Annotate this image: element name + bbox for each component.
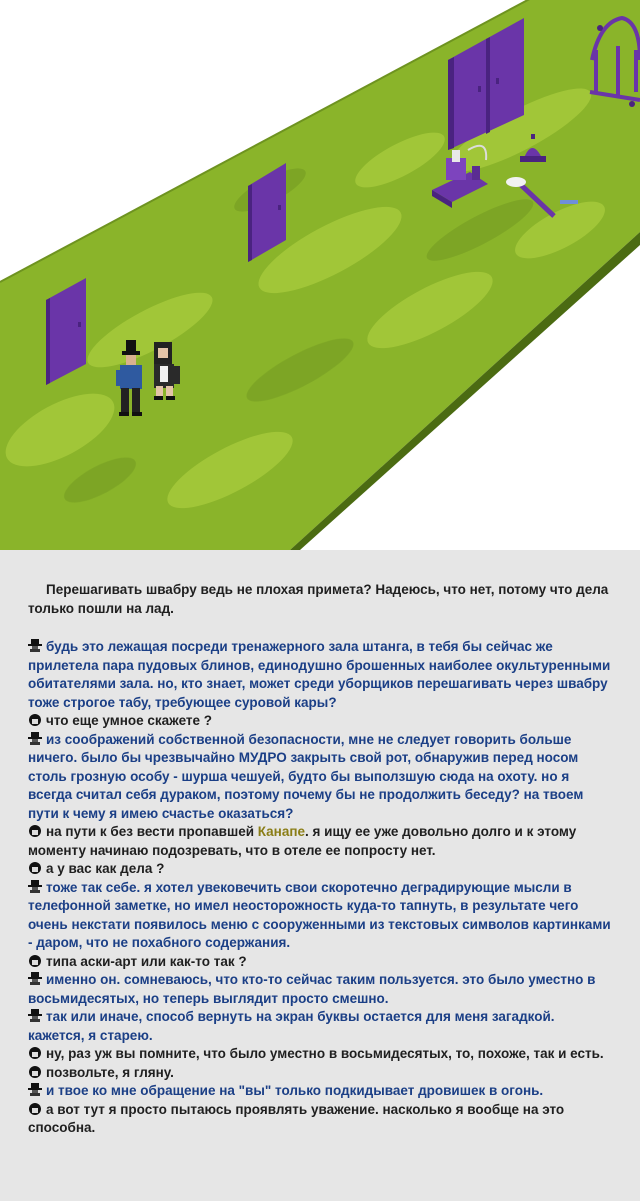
dialogue-line <box>28 971 614 1008</box>
hat-man-icon <box>28 1083 42 1096</box>
hat-man-icon <box>28 972 42 985</box>
hat-man-icon <box>28 880 42 893</box>
dialogue-line <box>28 1045 614 1064</box>
hallway-scene <box>0 0 640 550</box>
dialogue-line <box>28 860 614 879</box>
hat-man-icon <box>28 639 42 652</box>
girl-face-icon <box>28 1065 42 1078</box>
dialogue-text: из соображений собственной безопасности, мне не следует говорить больше ничего. было бы чрезвычайно МУДРО закрыть свой рот, обнаружив перед носом столь грозную особу - шурша чешуей, будто бы выползшую сюда на охоту. но я всегда считал себя дураком, поэтому почему бы не продолжить беседу? на твоем пути к чему я имею счастье оказаться? <box>28 731 584 821</box>
highlighted-name: Канапе <box>257 824 306 839</box>
narration-text: Перешагивать швабру ведь не плохая примета? Надеюсь, что нет, потому что дела только пошли на лад. <box>28 582 609 616</box>
dialogue-line <box>28 712 614 731</box>
dialogue-text: так или иначе, способ вернуть на экран буквы остается для меня загадкой. кажется, я старею. <box>28 1009 555 1043</box>
dialogue-line <box>28 823 614 860</box>
girl-face-icon <box>28 1046 42 1059</box>
dialogue-text: будь это лежащая посреди тренажерного зала штанга, в тебя бы сейчас же прилетела пара пудовых блинов, единодушно брошенных наиболее окультуренными обитателями зала. но, кто знает, может среди уборщиков перешагивать через швабру тоже строгое табу, требующее суровой кары? <box>28 639 611 710</box>
dialogue-text: ну, раз уж вы помните, что было уместно в восьмидесятых, то, похоже, так и есть. <box>46 1046 604 1061</box>
girl-face-icon <box>28 1102 42 1115</box>
dialogue-text: что еще умное скажете ? <box>46 713 213 728</box>
dialogue-panel <box>0 550 640 1201</box>
dialogue-text: тоже так себе. я хотел увековечить свои скоротечно деградирующие мысли в телефонной заметке, но имел неосторожность куда-то тапнуть, в результате чего очень некстати появилось меню с сооруженными из текстовых символов картинками - даром, что не похабного содержания. <box>28 879 611 950</box>
game-scene <box>0 0 640 550</box>
dialogue-line <box>28 1064 614 1083</box>
girl-face-icon <box>28 824 42 837</box>
girl-face-icon <box>28 861 42 874</box>
dialogue-text: позвольте, я гляну. <box>46 1064 174 1080</box>
dialogue-line <box>28 1082 614 1101</box>
dialogue-text: типа аски-арт или как-то так ? <box>46 953 247 969</box>
dialogue-text: именно он. сомневаюсь, что кто-то сейчас таким пользуется. это было уместно в восьмидесятых, но теперь выглядит просто смешно. <box>28 972 596 1006</box>
dialogue-text <box>28 824 576 858</box>
dialogue-line <box>28 1101 614 1138</box>
dialogue-lines <box>28 638 614 1138</box>
dialogue-text: а вот тут я просто пытаюсь проявлять уважение. насколько я вообще на это способна. <box>28 1101 565 1135</box>
dialogue-line <box>28 953 614 972</box>
dialogue-text-before: на пути к без вести пропавшей <box>46 824 258 839</box>
dialogue-text-after: . я ищу ее уже довольно долго и к этому моменту начинаю подозревать, что в отеле ее попросту нет. <box>28 824 577 858</box>
dialogue-text: и твое ко мне обращение на "вы" только подкидывает дровишек в огонь. <box>46 1083 544 1098</box>
girl-face-icon <box>28 954 42 967</box>
hat-man-icon <box>28 732 42 745</box>
dialogue-line <box>28 731 614 824</box>
dialogue-text: а у вас как дела ? <box>46 861 165 876</box>
dialogue-line <box>28 879 614 953</box>
dialogue-line <box>28 638 614 712</box>
dialogue-line <box>28 1008 614 1045</box>
hat-man-icon <box>28 1009 42 1022</box>
girl-face-icon <box>28 713 42 726</box>
